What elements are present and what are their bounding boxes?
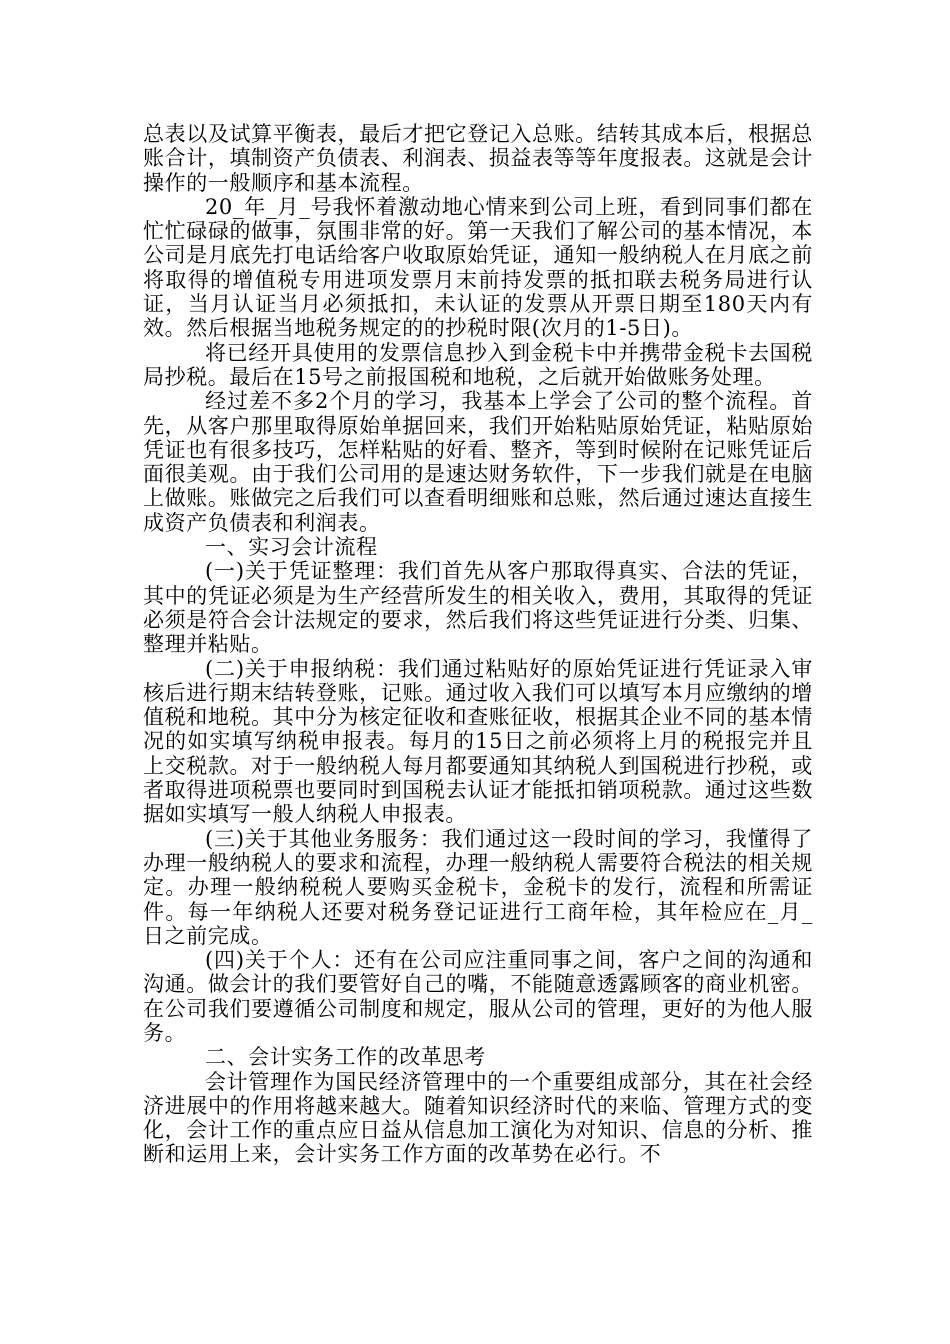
- section-heading-reform-thinking: 二、会计实务工作的改革思考: [204, 1045, 486, 1070]
- section-heading-internship-process: 一、实习会计流程: [204, 535, 378, 560]
- paragraph-first-day: 20_年_月_号我怀着激动地心情来到公司上班，看到同事们都在忙忙碌碌的做事，氛围非常的好。第一天我们了解公司的基本情况，本公司是月底先打电话给客户收取原始凭证，通知一般纳税人在月底之前将取得的增值税专用进项发票月末前持发票的抵扣联去税务局进行认证，当月认证当月必须抵扣，未认证的发票从开票日期至180天内有效。然后根据当地税务规定的的抄税时限(次月的1-5日)。: [143, 194, 813, 341]
- paragraph-accounting-management: 会计管理作为国民经济管理中的一个重要组成部分，其在社会经济进展中的作用将越来越大。随着知识经济时代的来临、管理方式的变化，会计工作的重点应日益从信息加工演化为对知识、信息的分析、推断和运用上来，会计实务工作方面的改革势在必行。不: [143, 1069, 813, 1167]
- paragraph-personal: (四)关于个人：还有在公司应注重同事之间，客户之间的沟通和沟通。做会计的我们要管好自己的嘴，不能随意透露顾客的商业机密。在公司我们要遵循公司制度和规定，服从公司的管理，更好的为他人服务。: [143, 948, 813, 1045]
- paragraph-accounting-procedure: 总表以及试算平衡表，最后才把它登记入总账。结转其成本后，根据总账合计，填制资产负债表、利润表、损益表等等年度报表。这就是会计操作的一般顺序和基本流程。: [143, 122, 813, 195]
- paragraph-other-services: (三)关于其他业务服务：我们通过这一段时间的学习，我懂得了办理一般纳税人的要求和流程，办理一般纳税人需要符合税法的相关规定。办理一般纳税税人要购买金税卡，金税卡的发行，流程和所需证件。每一年纳税人还要对税务登记证进行工商年检，其年检应在_月_日之前完成。: [143, 826, 813, 948]
- paragraph-tax-copy: 将已经开具使用的发票信息抄入到金税卡中并携带金税卡去国税局抄税。最后在15号之前报国税和地税，之后就开始做账务处理。: [143, 340, 813, 389]
- document-body: [143, 122, 813, 1167]
- paragraph-tax-declaration: (二)关于申报纳税：我们通过粘贴好的原始凭证进行凭证录入审核后进行期末结转登账，记账。通过收入我们可以填写本月应缴纳的增值税和地税。其中分为核定征收和查账征收，根据其企业不同的基本情况的如实填写纳税申报表。每月的15日之前必须将上月的税报完并且上交税款。对于一般纳税人每月都要通知其纳税人到国税进行抄税，或者取得进项税票也要同时到国税去认证才能抵扣销项税款。通过这些数据如实填写一般人纳税人申报表。: [143, 656, 813, 827]
- paragraph-voucher-organizing: (一)关于凭证整理：我们首先从客户那取得真实、合法的凭证，其中的凭证必须是为生产经营所发生的相关收入，费用，其取得的凭证必须是符合会计法规定的要求，然后我们将这些凭证进行分类、归集、整理并粘贴。: [143, 559, 813, 657]
- paragraph-two-months: 经过差不多2个月的学习，我基本上学会了公司的整个流程。首先，从客户那里取得原始单据回来，我们开始粘贴原始凭证，粘贴原始凭证也有很多技巧，怎样粘贴的好看、整齐，等到时候附在记账凭证后面很美观。由于我们公司用的是速达财务软件，下一步我们就是在电脑上做账。账做完之后我们可以查看明细账和总账，然后通过速达直接生成资产负债表和利润表。: [143, 389, 813, 535]
